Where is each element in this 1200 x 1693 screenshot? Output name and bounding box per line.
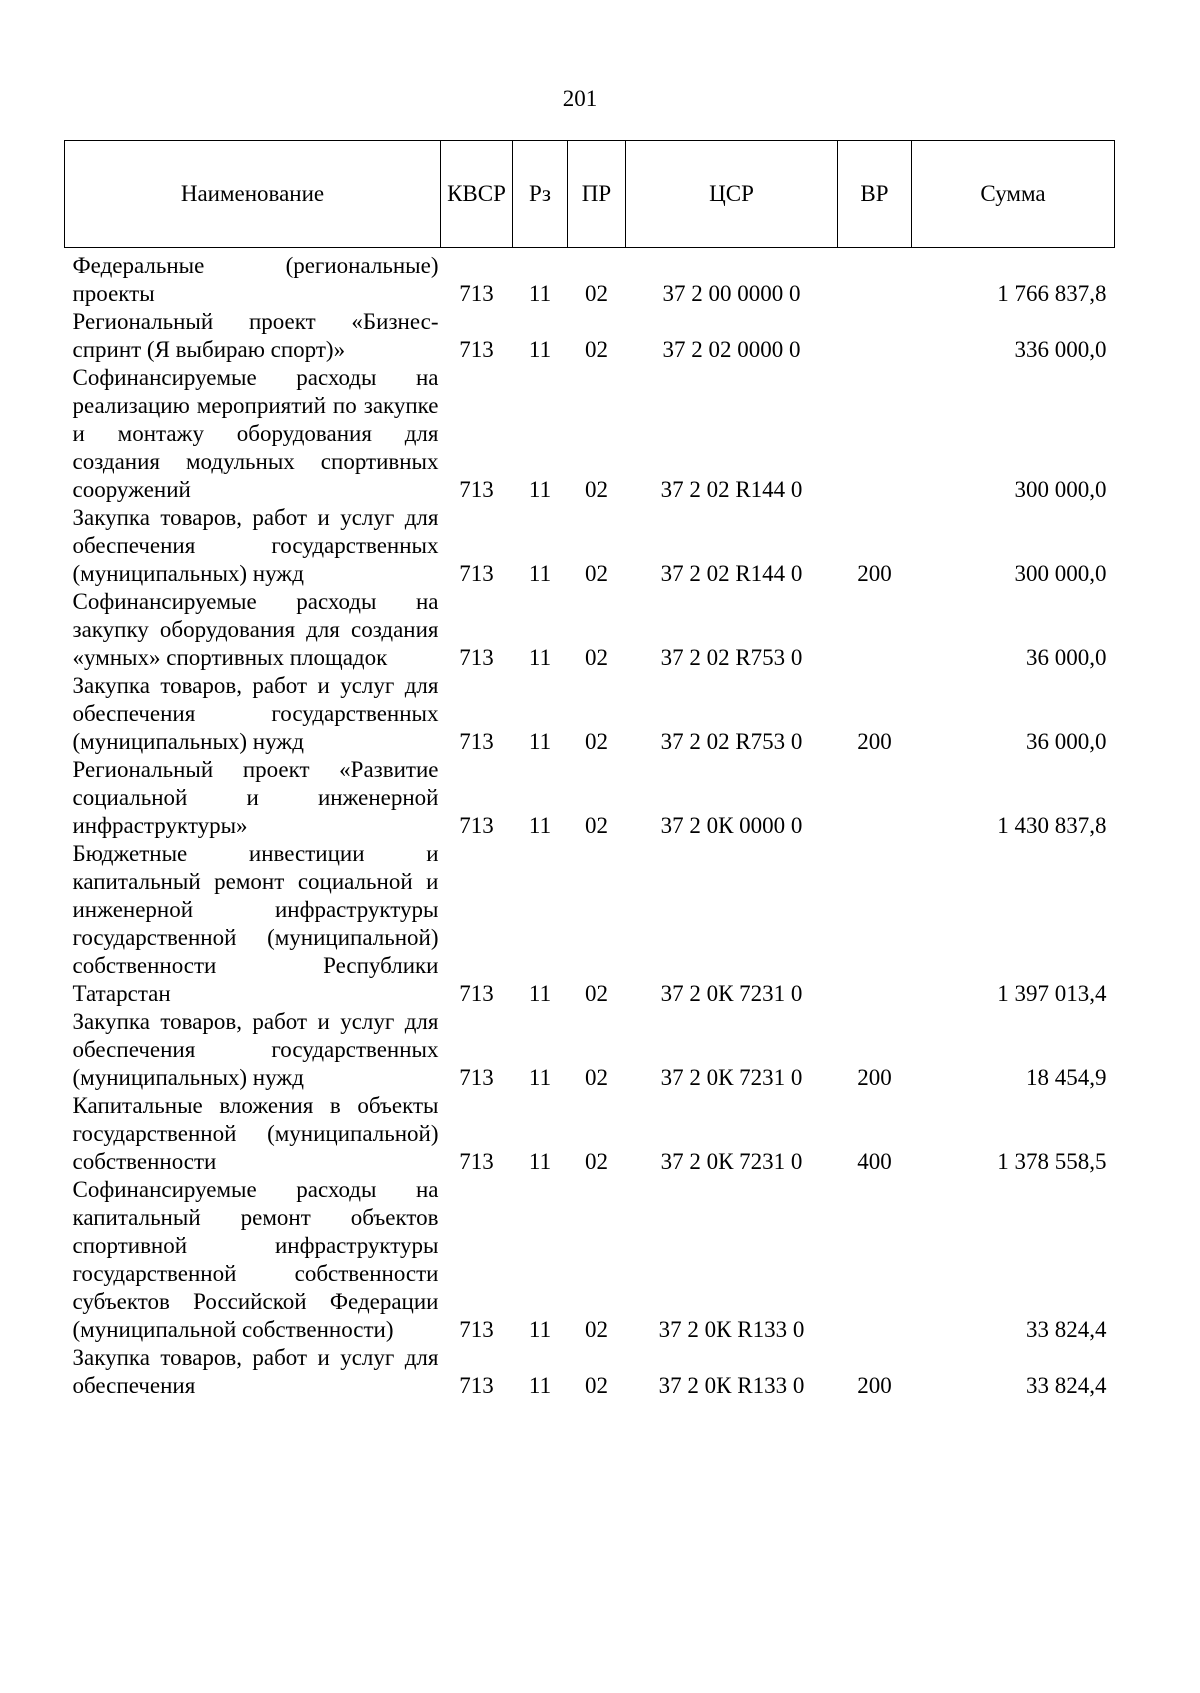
- row-rz: 11: [528, 1373, 552, 1398]
- row-pr: 02: [585, 337, 608, 362]
- row-sum: 33 824,4: [1026, 1373, 1107, 1398]
- header-name: Наименование: [65, 141, 441, 248]
- row-vr: 200: [857, 1373, 892, 1398]
- table-row: [65, 672, 1115, 756]
- table-row: [65, 308, 1115, 364]
- row-rz: 11: [528, 813, 552, 838]
- row-sum: 36 000,0: [1026, 645, 1107, 670]
- row-sum: 1 378 558,5: [997, 1149, 1107, 1174]
- row-csr: 37 2 0К 7231 0: [660, 1065, 803, 1090]
- row-name: Софинансируемые расходы на закупку оборудования для создания «умных» спортивных площадок: [72, 589, 439, 670]
- row-sum: 36 000,0: [1026, 729, 1107, 754]
- row-rz: 11: [528, 281, 552, 306]
- table-header: [65, 141, 1115, 248]
- row-kvsr: 713: [459, 281, 494, 306]
- row-sum: 300 000,0: [1014, 561, 1107, 586]
- table-body: [65, 248, 1115, 1401]
- budget-table: [64, 140, 1115, 1400]
- row-csr: 37 2 0К R133 0: [658, 1373, 805, 1398]
- row-sum: 300 000,0: [1014, 477, 1107, 502]
- table-row: [65, 756, 1115, 840]
- row-sum: 33 824,4: [1026, 1317, 1107, 1342]
- row-kvsr: 713: [459, 1373, 494, 1398]
- page-number: 201: [562, 86, 598, 111]
- row-pr: 02: [585, 981, 608, 1006]
- table-row: [65, 252, 1115, 308]
- row-name: Закупка товаров, работ и услуг для обеспечения государственных (муниципальных) нужд: [72, 673, 439, 754]
- row-name: Закупка товаров, работ и услуг для обеспечения государственных (муниципальных) нужд: [72, 505, 439, 586]
- row-kvsr: 713: [459, 337, 494, 362]
- header-rz: Рз: [513, 141, 568, 248]
- row-vr: [838, 840, 912, 1008]
- table-row: [65, 504, 1115, 588]
- row-vr: 200: [857, 561, 892, 586]
- row-csr: 37 2 02 R144 0: [660, 477, 803, 502]
- row-name: Федеральные (региональные) проекты: [72, 253, 439, 306]
- row-rz: 11: [528, 729, 552, 754]
- row-pr: 02: [585, 1317, 608, 1342]
- row-name: Региональный проект «Бизнес-спринт (Я выбираю спорт)»: [72, 309, 439, 362]
- row-rz: 11: [528, 1149, 552, 1174]
- row-pr: 02: [585, 1065, 608, 1090]
- table-row: [65, 840, 1115, 1008]
- row-rz: 11: [528, 477, 552, 502]
- row-pr: 02: [585, 813, 608, 838]
- row-name: Региональный проект «Развитие социальной и инженерной инфраструктуры»: [72, 757, 439, 838]
- row-vr: [838, 252, 912, 308]
- row-name: Капитальные вложения в объекты государственной (муниципальной) собственности: [72, 1093, 439, 1174]
- table-row: [65, 1092, 1115, 1176]
- row-vr: 200: [857, 729, 892, 754]
- row-rz: 11: [528, 1065, 552, 1090]
- row-sum: 1 430 837,8: [997, 813, 1107, 838]
- row-pr: 02: [585, 1149, 608, 1174]
- header-sum: Сумма: [912, 141, 1115, 248]
- row-kvsr: 713: [459, 1065, 494, 1090]
- row-kvsr: 713: [459, 477, 494, 502]
- row-kvsr: 713: [459, 981, 494, 1006]
- row-kvsr: 713: [459, 729, 494, 754]
- row-vr: [838, 1176, 912, 1344]
- row-name: Бюджетные инвестиции и капитальный ремонт социальной и инженерной инфраструктуры государственной (муниципальной) собственности Республики Татарстан: [72, 841, 439, 1006]
- row-kvsr: 713: [459, 561, 494, 586]
- row-csr: 37 2 0К 7231 0: [660, 1149, 803, 1174]
- header-pr: ПР: [568, 141, 626, 248]
- row-sum: 1 766 837,8: [997, 281, 1107, 306]
- table-row: [65, 1344, 1115, 1400]
- row-sum: 18 454,9: [1026, 1065, 1107, 1090]
- row-csr: 37 2 02 R753 0: [660, 645, 803, 670]
- row-csr: 37 2 00 0000 0: [662, 281, 801, 306]
- row-name: Закупка товаров, работ и услуг для обеспечения государственных (муниципальных) нужд: [72, 1009, 439, 1090]
- row-kvsr: 713: [459, 1317, 494, 1342]
- row-name: Софинансируемые расходы на реализацию мероприятий по закупке и монтажу оборудования для создания модульных спортивных сооружений: [72, 365, 439, 502]
- row-kvsr: 713: [459, 1149, 494, 1174]
- table-row: [65, 1176, 1115, 1344]
- row-pr: 02: [585, 477, 608, 502]
- table-row: [65, 588, 1115, 672]
- row-vr: [838, 364, 912, 504]
- row-csr: 37 2 02 0000 0: [662, 337, 801, 362]
- header-vr: ВР: [838, 141, 912, 248]
- table-row: [65, 364, 1115, 504]
- header-kvsr: КВСР: [441, 141, 513, 248]
- table-row: [65, 1008, 1115, 1092]
- row-pr: 02: [585, 645, 608, 670]
- row-csr: 37 2 0К R133 0: [658, 1317, 805, 1342]
- row-vr: 200: [857, 1065, 892, 1090]
- row-pr: 02: [585, 1373, 608, 1398]
- row-csr: 37 2 02 R144 0: [660, 561, 803, 586]
- row-vr: [838, 308, 912, 364]
- row-vr: [838, 588, 912, 672]
- row-pr: 02: [585, 561, 608, 586]
- row-rz: 11: [528, 981, 552, 1006]
- row-vr: [838, 756, 912, 840]
- header-csr: ЦСР: [626, 141, 838, 248]
- row-rz: 11: [528, 1317, 552, 1342]
- row-name: Закупка товаров, работ и услуг для обеспечения: [72, 1345, 439, 1398]
- row-kvsr: 713: [459, 813, 494, 838]
- row-csr: 37 2 02 R753 0: [660, 729, 803, 754]
- row-name: Софинансируемые расходы на капитальный ремонт объектов спортивной инфраструктуры государственной собственности субъектов Российской Федерации (муниципальной собственности): [72, 1177, 439, 1342]
- row-pr: 02: [585, 281, 608, 306]
- row-kvsr: 713: [459, 645, 494, 670]
- row-rz: 11: [528, 337, 552, 362]
- row-vr: 400: [857, 1149, 892, 1174]
- row-csr: 37 2 0К 0000 0: [660, 813, 803, 838]
- row-csr: 37 2 0К 7231 0: [660, 981, 803, 1006]
- row-sum: 1 397 013,4: [997, 981, 1107, 1006]
- row-pr: 02: [585, 729, 608, 754]
- row-sum: 336 000,0: [1014, 337, 1107, 362]
- row-rz: 11: [528, 561, 552, 586]
- row-rz: 11: [528, 645, 552, 670]
